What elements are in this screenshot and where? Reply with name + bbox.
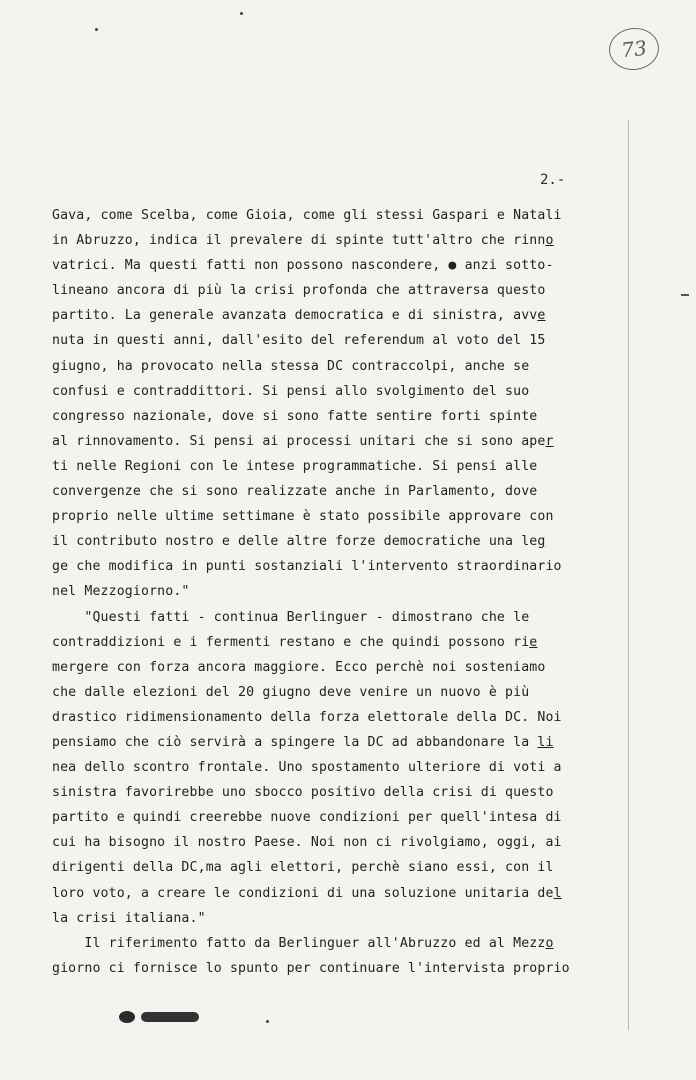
speck <box>95 28 98 31</box>
edge-mark <box>681 294 689 296</box>
circled-page-number <box>607 26 661 73</box>
text-line: giorno ci fornisce lo spunto per continuare l'intervista proprio <box>52 960 570 976</box>
text-line: nea dello scontro frontale. Uno spostamento ulteriore di voti a <box>52 760 562 776</box>
underlined-syllable: o <box>545 233 554 249</box>
text-line: mergere con forza ancora maggiore. Ecco perchè noi sosteniamo <box>52 659 546 675</box>
text-line: sinistra favorirebbe uno sbocco positivo della crisi di questo <box>52 785 554 801</box>
text-line: cui ha bisogno il nostro Paese. Noi non ci rivolgiamo, oggi, ai <box>52 835 562 851</box>
text-line-main: pensiamo che ciò servirà a spingere la DC ad abbandonare la <box>52 734 538 750</box>
underlined-syllable: li <box>537 734 554 750</box>
text-line-main: in Abruzzo, indica il prevalere di spinte tutt'altro che rinn <box>52 233 546 249</box>
text-line-main: contraddizioni e i fermenti restano e che quindi possono ri <box>52 634 530 650</box>
text-line <box>52 429 622 454</box>
speck <box>266 1020 269 1023</box>
text-line-main: il contributo nostro e delle altre forze democratiche una le <box>52 534 538 550</box>
text-line: confusi e contraddittori. Si pensi allo svolgimento del suo <box>52 383 530 399</box>
text-line <box>52 630 622 655</box>
text-line: ge che modifica in punti sostanziali l'intervento straordinario <box>52 559 562 575</box>
text-line: giugno, ha provocato nella stessa DC contraccolpi, anche se <box>52 358 530 374</box>
text-line: Gava, come Scelba, come Gioia, come gli stessi Gaspari e Natali <box>52 208 562 223</box>
text-line: vatrici. Ma questi fatti non possono nascondere, ● anzi sotto- <box>52 258 554 274</box>
text-line <box>52 730 622 755</box>
text-line: dirigenti della DC,ma agli elettori, perchè siano essi, con il <box>52 860 554 876</box>
text-line-main: loro voto, a creare le condizioni di una soluzione unitaria de <box>52 885 554 901</box>
speck <box>240 12 243 15</box>
underlined-syllable: g <box>537 534 546 550</box>
text-line <box>52 881 622 906</box>
text-line: ti nelle Regioni con le intese programmatiche. Si pensi alle <box>52 458 538 474</box>
text-line: convergenze che si sono realizzate anche in Parlamento, dove <box>52 484 538 500</box>
text-line-main: partito. La generale avanzata democratica e di sinistra, avv <box>52 308 538 324</box>
text-line <box>52 529 622 554</box>
body-text <box>52 203 622 981</box>
text-line: che dalle elezioni del 20 giugno deve venire un nuovo è più <box>52 684 530 700</box>
margin-rule <box>628 120 629 1030</box>
underlined-syllable: e <box>537 308 546 324</box>
underlined-syllable: r <box>545 433 554 449</box>
text-line: nuta in questi anni, dall'esito del referendum al voto del 15 <box>52 333 546 349</box>
text-line: lineano ancora di più la crisi profonda che attraversa questo <box>52 283 546 299</box>
text-line <box>52 228 622 253</box>
text-line: drastico ridimensionamento della forza elettorale della DC. Noi <box>52 709 562 725</box>
text-line: partito e quindi creerebbe nuove condizioni per quell'intesa di <box>52 810 562 826</box>
text-line-main: Il riferimento fatto da Berlinguer all'Abruzzo ed al Mezz <box>52 935 546 951</box>
text-line: congresso nazionale, dove si sono fatte sentire forti spinte <box>52 408 538 424</box>
text-line: proprio nelle ultime settimane è stato possibile approvare con <box>52 509 554 525</box>
text-line <box>52 931 622 956</box>
circled-page-number-text: 73 <box>620 35 648 63</box>
text-line: la crisi italiana." <box>52 910 206 926</box>
text-line-main: al rinnovamento. Si pensi ai processi unitari che si sono ape <box>52 433 546 449</box>
underlined-syllable: e <box>529 634 538 650</box>
page-label: 2.- <box>540 172 566 188</box>
text-line: "Questi fatti - continua Berlinguer - dimostrano che le <box>52 609 530 625</box>
underlined-syllable: l <box>553 885 562 901</box>
underlined-syllable: o <box>545 935 554 951</box>
ink-smudge <box>117 1010 201 1024</box>
text-line <box>52 303 622 328</box>
text-line: nel Mezzogiorno." <box>52 584 190 600</box>
